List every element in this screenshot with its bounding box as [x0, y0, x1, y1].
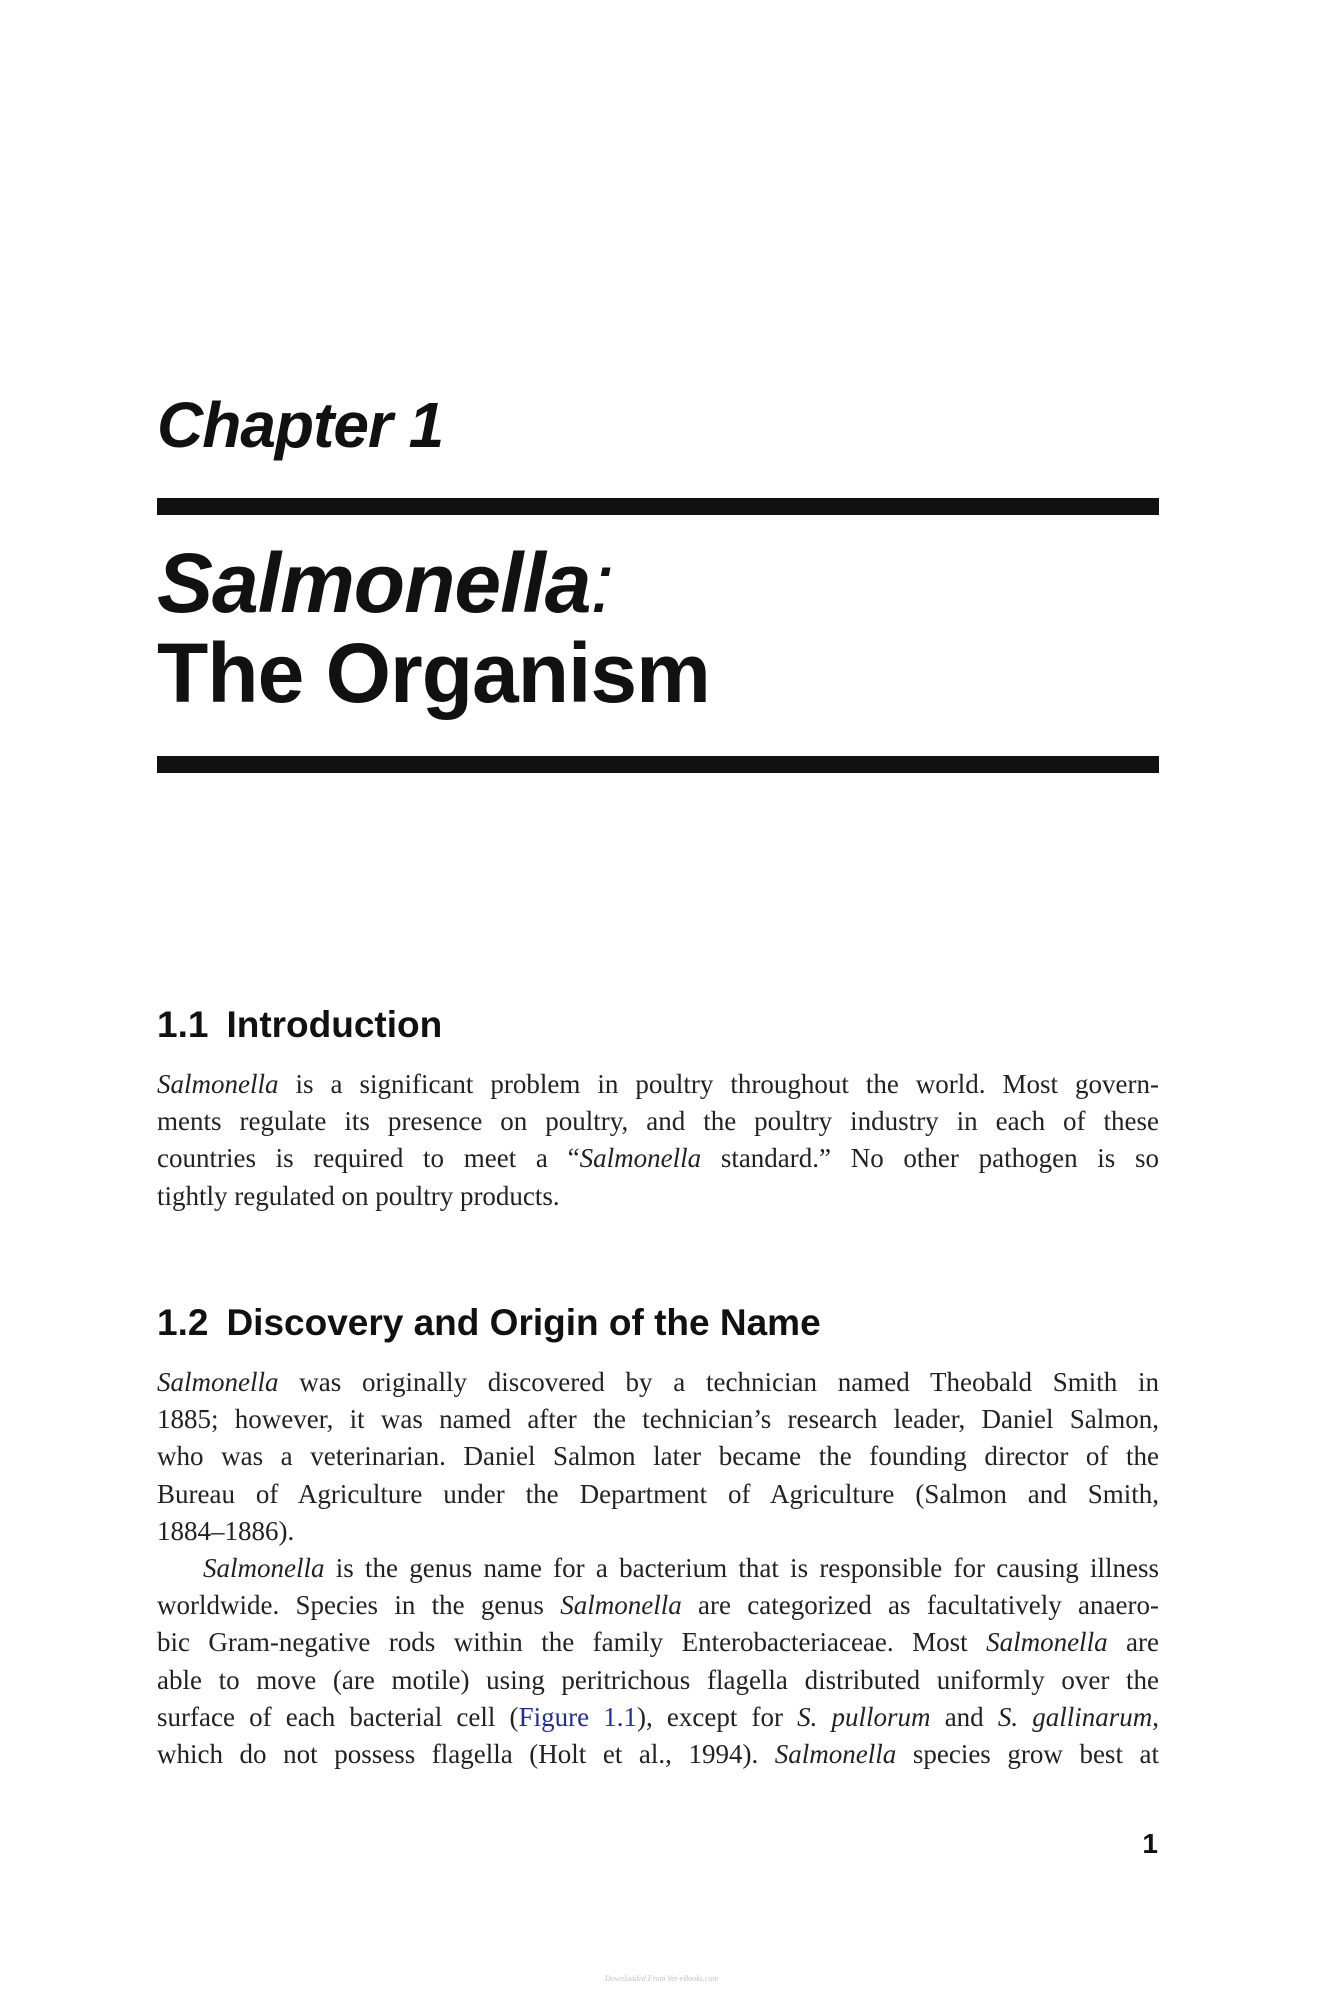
text-run: ), except for — [636, 1701, 798, 1732]
text-run: are categorized as facultatively anaero- — [681, 1590, 1159, 1621]
genus-name: Salmonella — [203, 1553, 325, 1584]
genus-name: Salmonella — [579, 1143, 702, 1174]
chapter-label: Chapter 1 — [157, 389, 444, 461]
species-name: S. gallinarum — [997, 1701, 1153, 1732]
genus-name: Salmonella — [157, 1367, 279, 1397]
footer-watermark: Downloaded From Vet-eBooks.com — [604, 1974, 719, 1983]
text-run: tightly regulated on poultry products. — [157, 1180, 560, 1211]
text-run: able to move (are motile) using peritrichous flagella distributed uniformly over the — [157, 1664, 1159, 1695]
section-heading-discovery — [157, 1304, 821, 1341]
page-number: 1 — [1142, 1828, 1158, 1859]
chapter-title — [157, 538, 710, 718]
text-run: 1885; however, it was named after the technician’s research leader, Daniel Salmon, — [157, 1404, 1159, 1435]
text-run: countries is required to meet a “ — [157, 1143, 580, 1174]
chapter-title-bottom-rule — [157, 756, 1159, 773]
introduction-paragraph — [157, 1066, 1159, 1215]
section-number: 1.2 — [157, 1302, 209, 1343]
text-line — [157, 1550, 1159, 1587]
chapter-title-line-1 — [157, 538, 710, 628]
text-line — [157, 1662, 1159, 1699]
text-run: worldwide. Species in the genus — [157, 1590, 561, 1621]
text-run: was originally discovered by a technician named Theobald Smith in — [278, 1367, 1159, 1397]
chapter-title-line-2: The Organism — [157, 626, 710, 720]
genus-name: Salmonella — [986, 1627, 1108, 1658]
text-line — [157, 1364, 1159, 1401]
text-run: surface of each bacterial cell ( — [157, 1701, 519, 1732]
text-run: Bureau of Agriculture under the Department of Agriculture (Salmon and Smith, — [157, 1478, 1159, 1509]
text-line — [157, 1736, 1159, 1773]
chapter-title-top-rule — [157, 498, 1159, 515]
text-line — [157, 1103, 1159, 1140]
genus-name: Salmonella — [157, 1069, 279, 1099]
text-run: species grow best at — [896, 1739, 1159, 1770]
figure-reference-link[interactable]: Figure 1.1 — [518, 1701, 637, 1732]
chapter-title-genus: Salmonella — [157, 536, 591, 630]
text-line — [157, 1476, 1159, 1513]
text-run: are — [1107, 1627, 1159, 1658]
text-run: is a significant problem in poultry throughout the world. Most govern- — [278, 1069, 1159, 1099]
discovery-paragraphs — [157, 1364, 1159, 1773]
text-run: and — [930, 1701, 998, 1732]
text-run: is the genus name for a bacterium that is responsible for causing illness — [324, 1553, 1159, 1584]
section-heading-introduction — [157, 1006, 442, 1043]
text-line — [157, 1066, 1159, 1103]
text-run: 1884–1886). — [157, 1515, 295, 1546]
species-name: S. pullorum — [797, 1701, 931, 1732]
genus-name: Salmonella — [774, 1739, 897, 1770]
text-line — [157, 1140, 1159, 1177]
text-line — [157, 1513, 1159, 1550]
section-title: Discovery and Origin of the Name — [226, 1302, 821, 1343]
text-run: who was a veterinarian. Daniel Salmon later became the founding director of the — [157, 1441, 1159, 1472]
section-title: Introduction — [226, 1004, 443, 1045]
text-line — [157, 1587, 1159, 1624]
chapter-title-colon: : — [590, 536, 613, 630]
section-number: 1.1 — [157, 1004, 209, 1045]
text-line — [157, 1699, 1159, 1736]
text-line — [157, 1438, 1159, 1475]
text-run: bic Gram-negative rods within the family Enterobacteriaceae. Most — [157, 1627, 987, 1658]
genus-name: Salmonella — [560, 1590, 682, 1621]
text-run: ments regulate its presence on poultry, and the poultry industry in each of these — [157, 1106, 1159, 1137]
text-line — [157, 1178, 1159, 1215]
text-run: which do not possess flagella (Holt et al., 1994). — [157, 1739, 775, 1770]
text-run: standard.” No other pathogen is so — [701, 1143, 1159, 1174]
text-run: , — [1152, 1701, 1160, 1732]
text-line — [157, 1624, 1159, 1661]
text-line — [157, 1401, 1159, 1438]
